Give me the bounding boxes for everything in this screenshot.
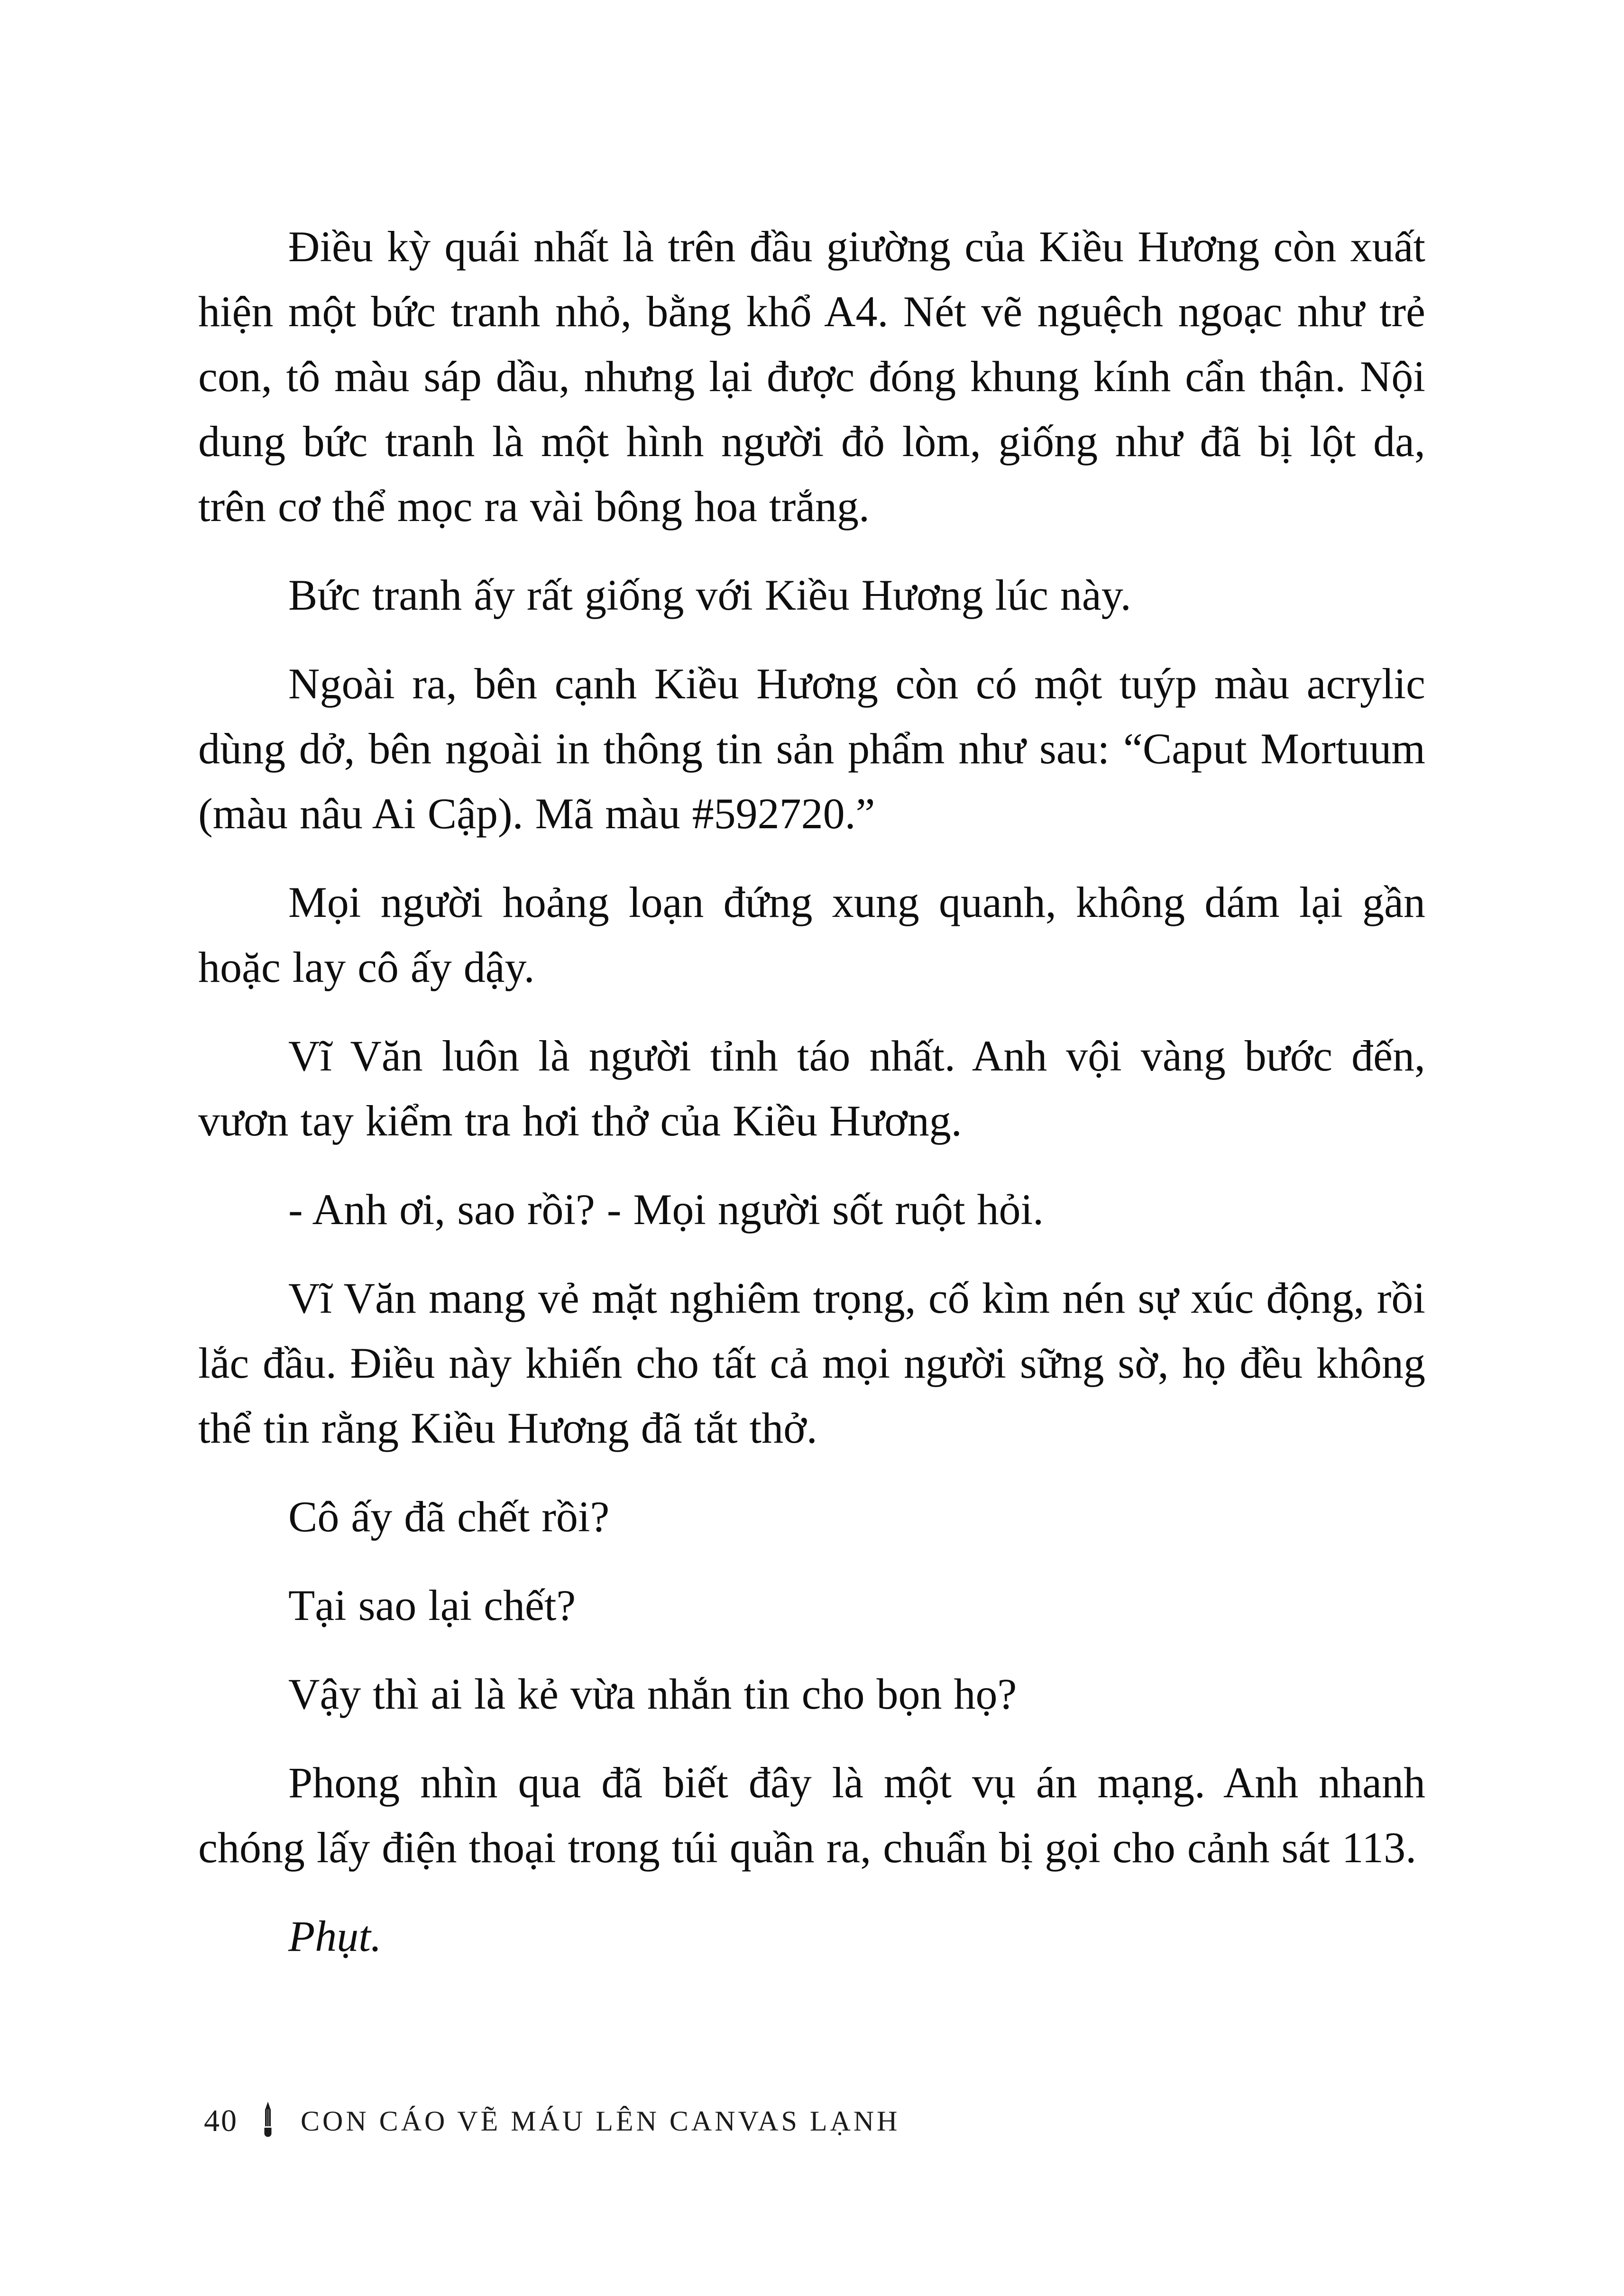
paintbrush-icon xyxy=(260,2101,276,2140)
running-title: CON CÁO VẼ MÁU LÊN CANVAS LẠNH xyxy=(301,2105,900,2137)
paragraph: Tại sao lại chết? xyxy=(288,1581,576,1629)
paragraph: Vĩ Văn mang vẻ mặt nghiêm trọng, cố kìm nén sự xúc động, rồi lắc đầu. Điều này khiến cho tất cả mọi người sững sờ, họ đều không thể tin rằng Kiều Hương đã tắt thở. xyxy=(198,1274,1425,1452)
paragraph: Phong nhìn qua đã biết đây là một vụ án mạng. Anh nhanh chóng lấy điện thoại trong túi quần ra, chuẩn bị gọi cho cảnh sát 113. xyxy=(198,1758,1425,1872)
paragraph: Bức tranh ấy rất giống với Kiều Hương lúc này. xyxy=(288,571,1131,619)
paragraph: - Anh ơi, sao rồi? - Mọi người sốt ruột hỏi. xyxy=(288,1185,1044,1234)
body-text xyxy=(198,214,1425,1993)
paragraph: Điều kỳ quái nhất là trên đầu giường của Kiều Hương còn xuất hiện một bức tranh nhỏ, bằng khổ A4. Nét vẽ nguệch ngoạc như trẻ con, tô màu sáp dầu, nhưng lại được đóng khung kính cẩn thận. Nội dung bức tranh là một hình người đỏ lòm, giống như đã bị lột da, trên cơ thể mọc ra vài bông hoa trắng. xyxy=(198,222,1425,531)
paragraph: Ngoài ra, bên cạnh Kiều Hương còn có một tuýp màu acrylic dùng dở, bên ngoài in thông tin sản phẩm như sau: “Caput Mortuum (màu nâu Ai Cập). Mã màu #592720.” xyxy=(198,659,1425,838)
paragraph: Mọi người hoảng loạn đứng xung quanh, không dám lại gần hoặc lay cô ấy dậy. xyxy=(198,878,1425,991)
paragraph: Vậy thì ai là kẻ vừa nhắn tin cho bọn họ? xyxy=(288,1670,1017,1718)
page-number: 40 xyxy=(204,2103,238,2138)
page-footer xyxy=(204,2101,900,2140)
paragraph: Vĩ Văn luôn là người tỉnh táo nhất. Anh vội vàng bước đến, vươn tay kiểm tra hơi thở của Kiều Hương. xyxy=(198,1032,1425,1145)
paragraph: Cô ấy đã chết rồi? xyxy=(288,1492,610,1541)
paragraph-onomatopoeia: Phụt. xyxy=(288,1912,382,1960)
